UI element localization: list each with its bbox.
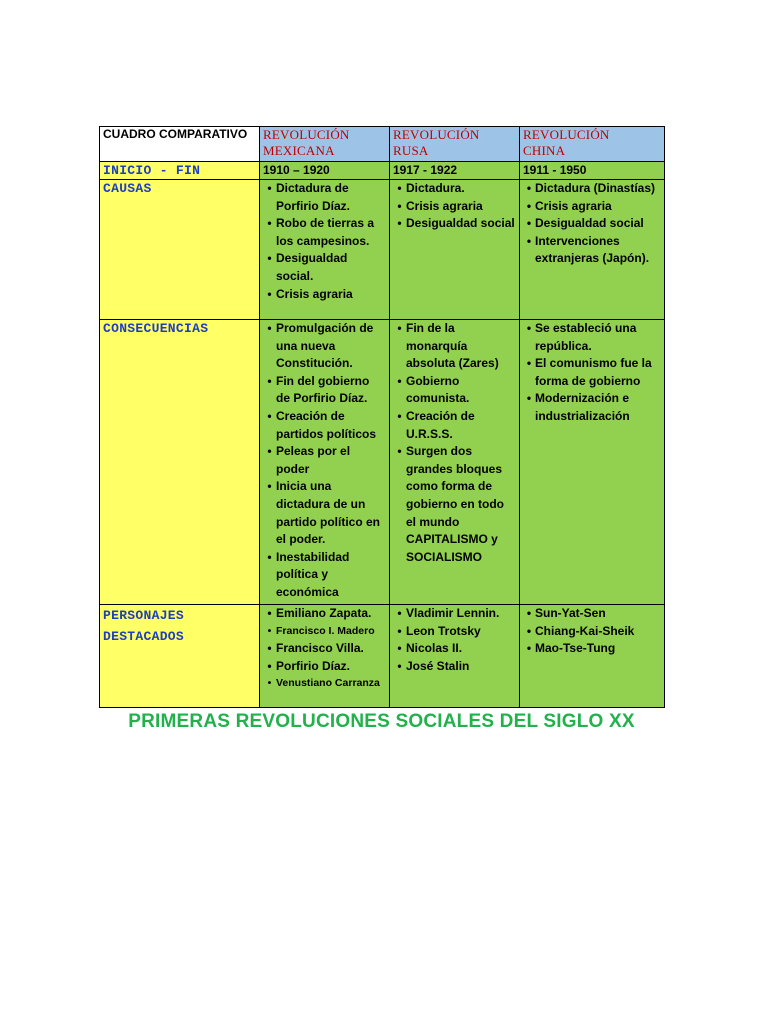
comparison-table — [99, 126, 665, 708]
list-item — [523, 623, 661, 641]
bullet-icon: • — [267, 181, 272, 195]
row-label-consecuencias: CONSECUENCIAS — [100, 320, 260, 605]
bullet-icon: • — [397, 198, 402, 213]
consecuencias-rusa — [390, 320, 520, 605]
list-item — [523, 355, 661, 390]
row-label-personajes — [100, 605, 260, 708]
date-range-mexicana: 1910 – 1920 — [260, 162, 390, 180]
consecuencias-china — [520, 320, 665, 605]
list-item — [263, 180, 386, 215]
list-item — [393, 443, 516, 566]
table-row-consecuencias — [100, 320, 665, 605]
bullet-icon: • — [397, 181, 402, 195]
header-rus-line1: REVOLUCIÓN — [393, 127, 480, 142]
list-item-text: Fin del gobierno de Porfirio Díaz. — [276, 373, 370, 406]
bullet-icon: • — [267, 251, 272, 266]
causas-chn-list — [523, 180, 661, 268]
list-item — [263, 443, 386, 478]
table-row-personajes — [100, 605, 665, 708]
list-item — [523, 320, 661, 355]
list-item — [393, 408, 516, 443]
list-item — [263, 320, 386, 373]
bullet-icon: • — [526, 356, 532, 371]
list-item-text: Peleas por el poder — [276, 444, 351, 476]
list-item — [523, 605, 661, 623]
list-item-text: Desigualdad social — [535, 216, 644, 231]
bullet-icon: • — [526, 198, 532, 213]
bullet-icon: • — [267, 373, 272, 388]
bullet-icon: • — [267, 408, 272, 423]
bullet-icon: • — [526, 233, 532, 248]
list-item — [393, 373, 516, 408]
list-item-text: Surgen dos grandes bloques como forma de gobierno en todo el mundo CAPITALISMO y SOCIALISMO — [406, 444, 504, 564]
bullet-icon: • — [397, 606, 402, 620]
list-item — [393, 198, 516, 216]
personajes-rus-list — [393, 605, 516, 675]
bullet-icon: • — [526, 216, 532, 231]
bullet-icon: • — [526, 391, 532, 406]
list-item-text: Dictadura (Dinastías) — [535, 181, 656, 195]
list-item-text: Dictadura. — [406, 181, 465, 195]
list-item-text: Robo de tierras a los campesinos. — [276, 216, 375, 248]
list-item — [523, 233, 661, 268]
list-item-text: Creación de partidos políticos — [276, 408, 377, 441]
list-item-text: Sun-Yat-Sen — [535, 606, 606, 620]
list-item-text: Francisco Villa. — [276, 641, 364, 656]
list-item-text: Desigualdad social. — [276, 251, 348, 283]
header-mex-line2: MEXICANA — [263, 143, 335, 158]
list-item — [263, 675, 386, 693]
bullet-icon: • — [267, 658, 272, 673]
bullet-icon: • — [397, 623, 402, 638]
causas-rusa — [390, 180, 520, 320]
header-chn-line2: CHINA — [523, 143, 566, 158]
bullet-icon: • — [267, 624, 272, 637]
table-row-causas — [100, 180, 665, 320]
bullet-icon: • — [267, 216, 272, 231]
list-item-text: Crisis agraria — [406, 198, 483, 213]
bullet-icon: • — [267, 286, 272, 301]
list-item — [263, 373, 386, 408]
bullet-icon: • — [526, 321, 532, 335]
personajes-china — [520, 605, 665, 708]
header-rus-line2: RUSA — [393, 143, 429, 158]
bullet-icon: • — [267, 321, 272, 335]
consecuencias-chn-list — [523, 320, 661, 426]
row-label-personajes-line2: DESTACADOS — [103, 629, 185, 644]
bullet-icon: • — [267, 444, 272, 459]
personajes-mexicana — [260, 605, 390, 708]
bullet-icon: • — [267, 549, 272, 564]
list-item — [263, 250, 386, 285]
list-item — [523, 180, 661, 198]
header-revolucion-mexicana — [260, 127, 390, 162]
header-revolucion-rusa — [390, 127, 520, 162]
consecuencias-mex-list — [263, 320, 386, 602]
list-item — [523, 198, 661, 216]
list-item-text: Fin de la monarquía absoluta (Zares) — [406, 321, 499, 371]
bullet-icon: • — [526, 606, 532, 620]
bullet-icon: • — [397, 373, 402, 388]
list-item-text: Emiliano Zapata. — [276, 606, 372, 620]
bullet-icon: • — [397, 321, 402, 335]
list-item — [393, 320, 516, 373]
bullet-icon: • — [397, 641, 402, 656]
causas-mex-list — [263, 180, 386, 303]
list-item — [263, 286, 386, 304]
causas-mexicana — [260, 180, 390, 320]
table-row-inicio-fin — [100, 162, 665, 180]
list-item-text: Mao-Tse-Tung — [535, 641, 616, 656]
list-item — [263, 640, 386, 658]
list-item — [263, 408, 386, 443]
list-item — [393, 605, 516, 623]
list-item-text: José Stalin — [406, 658, 470, 673]
list-item — [523, 390, 661, 425]
list-item-text: Dictadura de Porfirio Díaz. — [276, 181, 351, 213]
list-item-text: Chiang-Kai-Sheik — [535, 623, 635, 638]
list-item-text: Porfirio Díaz. — [276, 658, 351, 673]
list-item-text: Crisis agraria — [535, 198, 612, 213]
bullet-icon: • — [397, 444, 402, 459]
list-item — [393, 658, 516, 676]
list-item-text: Intervenciones extranjeras (Japón). — [535, 233, 650, 266]
date-range-rusa: 1917 - 1922 — [390, 162, 520, 180]
list-item — [523, 215, 661, 233]
bullet-icon: • — [397, 658, 402, 673]
bullet-icon: • — [526, 641, 532, 656]
list-item-text: Gobierno comunista. — [406, 373, 470, 406]
bullet-icon: • — [397, 408, 402, 423]
list-item-text: Venustiano Carranza — [276, 677, 380, 690]
table-header-row — [100, 127, 665, 162]
list-item — [263, 658, 386, 676]
list-item-text: Desigualdad social — [406, 216, 515, 231]
list-item — [393, 623, 516, 641]
bullet-icon: • — [267, 641, 272, 656]
consecuencias-mexicana — [260, 320, 390, 605]
list-item — [393, 640, 516, 658]
date-range-china: 1911 - 1950 — [520, 162, 665, 180]
list-item-text: Nicolas II. — [406, 641, 463, 656]
list-item-text: Creación de U.R.S.S. — [406, 408, 475, 441]
list-item — [393, 215, 516, 233]
list-item-text: Inicia una dictadura de un partido político en el poder. — [276, 479, 380, 547]
list-item-text: Francisco I. Madero — [276, 624, 375, 637]
list-item-text: Modernización e industrialización — [535, 391, 630, 423]
causas-rus-list — [393, 180, 516, 233]
header-mex-line1: REVOLUCIÓN — [263, 127, 350, 142]
list-item — [263, 549, 386, 602]
list-item — [523, 640, 661, 658]
causas-china — [520, 180, 665, 320]
row-label-personajes-line1: PERSONAJES — [103, 608, 185, 623]
list-item — [263, 478, 386, 548]
list-item — [263, 215, 386, 250]
list-item-text: Leon Trotsky — [406, 623, 481, 638]
personajes-mex-list — [263, 605, 386, 693]
list-item — [393, 180, 516, 198]
bullet-icon: • — [267, 479, 272, 494]
bullet-icon: • — [526, 623, 532, 638]
consecuencias-rus-list — [393, 320, 516, 566]
row-label-causas: CAUSAS — [100, 180, 260, 320]
list-item-text: Crisis agraria — [276, 286, 353, 301]
list-item-text: Vladimir Lennin. — [406, 606, 500, 620]
bullet-icon: • — [526, 181, 532, 195]
list-item — [263, 605, 386, 623]
table-corner-title: CUADRO COMPARATIVO — [100, 127, 260, 162]
list-item-text: Inestabilidad política y económica — [276, 549, 350, 599]
list-item-text: Promulgación de una nueva Constitución. — [276, 321, 374, 371]
bullet-icon: • — [267, 677, 272, 690]
header-chn-line1: REVOLUCIÓN — [523, 127, 610, 142]
row-label-inicio-fin: INICIO - FIN — [100, 162, 260, 180]
personajes-chn-list — [523, 605, 661, 658]
page-title: PRIMERAS REVOLUCIONES SOCIALES DEL SIGLO XX — [128, 711, 635, 732]
bullet-icon: • — [267, 606, 272, 620]
list-item-text: El comunismo fue la forma de gobierno — [535, 356, 652, 388]
list-item-text: Se estableció una república. — [535, 321, 637, 353]
bullet-icon: • — [397, 216, 402, 231]
header-revolucion-china — [520, 127, 665, 162]
personajes-rusa — [390, 605, 520, 708]
list-item — [263, 623, 386, 641]
